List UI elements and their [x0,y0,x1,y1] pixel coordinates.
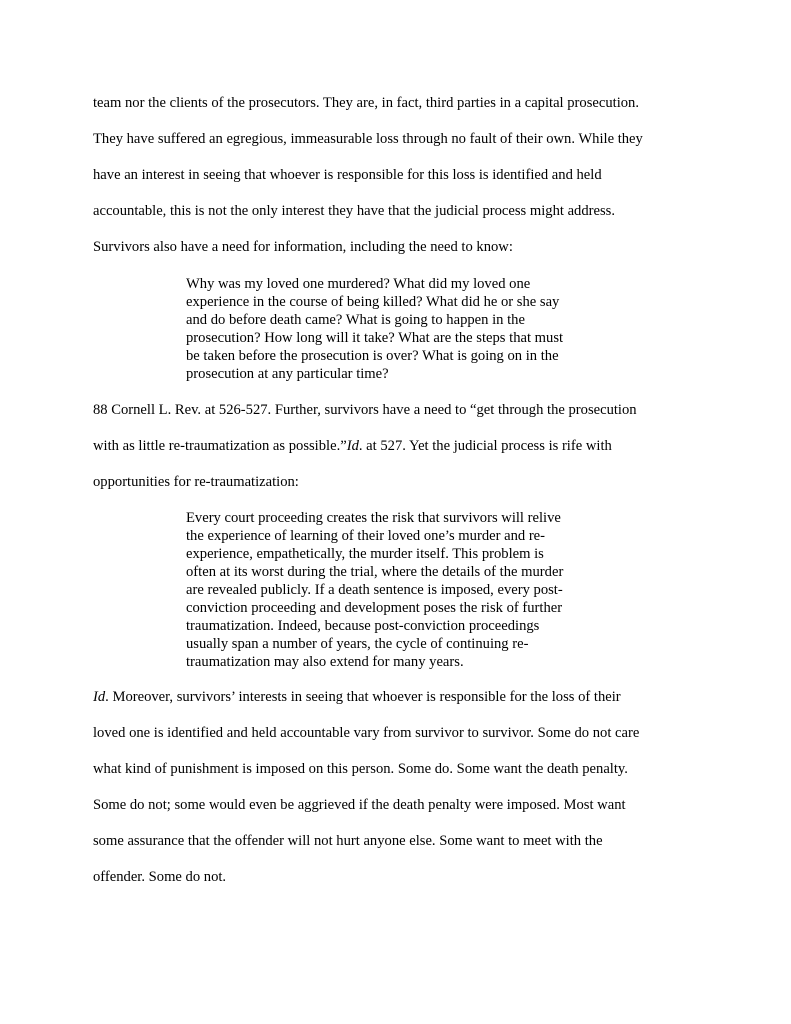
block-quote-line: Why was my loved one murdered? What did my loved one [186,276,531,292]
text-segment: . Moreover, survivors’ interests in seeing that whoever is responsible for the loss of their [105,689,621,705]
text-segment: . at 527. Yet the judicial process is rife with [358,438,612,454]
block-quote-line: experience in the course of being killed? What did he or she say [186,294,560,310]
block-quote-line: prosecution? How long will it take? What are the steps that must [186,330,564,346]
block-quote-line: conviction proceeding and development poses the risk of further [186,600,563,616]
body-text-line: accountable, this is not the only interest they have that the judicial process might address. [93,203,615,219]
block-quote-line: the experience of learning of their loved one’s murder and re- [186,528,546,544]
body-text-line: team nor the clients of the prosecutors. They are, in fact, third parties in a capital prosecution. [93,95,639,111]
body-text-line: 88 Cornell L. Rev. at 526-527. Further, survivors have a need to “get through the prosecution [93,402,637,418]
block-quote-line: are revealed publicly. If a death sentence is imposed, every post- [186,582,563,598]
block-quote-line: and do before death came? What is going to happen in the [186,312,525,328]
block-quote-line: traumatization. Indeed, because post-conviction proceedings [186,618,540,634]
block-quote-line: experience, empathetically, the murder itself. This problem is [186,546,544,562]
body-text-line: loved one is identified and held accountable vary from survivor to survivor. Some do not care [93,725,640,741]
body-text-line [93,437,612,455]
block-quote-line: often at its worst during the trial, where the details of the murder [186,564,564,580]
citation-id: Id [346,438,359,454]
block-quote-line: usually span a number of years, the cycle of continuing re- [186,636,529,652]
citation-id: Id [93,689,106,705]
body-text-line: offender. Some do not. [93,869,227,885]
text-segment: with as little re-traumatization as possible.” [93,438,347,454]
body-text-line: Survivors also have a need for information, including the need to know: [93,239,513,255]
body-text-line: what kind of punishment is imposed on this person. Some do. Some want the death penalty. [93,761,628,777]
body-text-line: some assurance that the offender will not hurt anyone else. Some want to meet with the [93,833,603,849]
body-text-line: They have suffered an egregious, immeasurable loss through no fault of their own. While they [93,131,643,147]
block-quote-line: prosecution at any particular time? [186,366,389,382]
body-text-line: opportunities for re-traumatization: [93,474,299,490]
body-text-line: Some do not; some would even be aggrieved if the death penalty were imposed. Most want [93,797,626,813]
body-text-line [93,688,621,706]
body-text-line: have an interest in seeing that whoever is responsible for this loss is identified and held [93,167,602,183]
block-quote-line: Every court proceeding creates the risk that survivors will relive [186,510,561,526]
block-quote-line: traumatization may also extend for many years. [186,654,464,670]
block-quote-line: be taken before the prosecution is over? What is going on in the [186,348,559,364]
